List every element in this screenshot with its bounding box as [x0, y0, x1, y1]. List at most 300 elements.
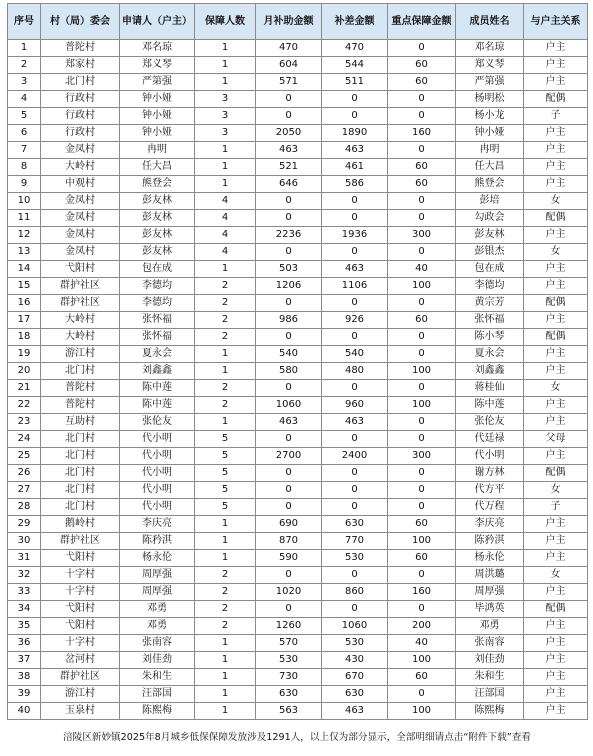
cell-monthly-amount: 0 [256, 91, 322, 108]
cell-key-amount: 0 [388, 295, 456, 312]
cell-diff-amount: 770 [322, 533, 388, 550]
table-row [8, 278, 588, 295]
cell-village: 十字村 [41, 635, 120, 652]
cell-monthly-amount: 690 [256, 516, 322, 533]
table-row [8, 176, 588, 193]
cell-applicant: 李德均 [120, 295, 195, 312]
cell-member: 蒋桂仙 [456, 380, 524, 397]
cell-index: 17 [8, 312, 41, 329]
cell-member: 代万程 [456, 499, 524, 516]
cell-diff-amount: 1106 [322, 278, 388, 295]
cell-key-amount: 100 [388, 652, 456, 669]
cell-key-amount: 300 [388, 448, 456, 465]
cell-key-amount: 0 [388, 431, 456, 448]
cell-diff-amount: 0 [322, 329, 388, 346]
cell-applicant: 彭友林 [120, 244, 195, 261]
cell-monthly-amount: 530 [256, 652, 322, 669]
cell-diff-amount: 530 [322, 550, 388, 567]
cell-applicant: 代小明 [120, 431, 195, 448]
cell-applicant: 钟小娅 [120, 125, 195, 142]
table-row [8, 499, 588, 516]
cell-member: 刘佳劲 [456, 652, 524, 669]
cell-diff-amount: 463 [322, 261, 388, 278]
table-row [8, 244, 588, 261]
cell-persons: 3 [195, 91, 256, 108]
cell-relation: 户主 [524, 125, 588, 142]
cell-applicant: 张怀福 [120, 329, 195, 346]
cell-village: 金凤村 [41, 193, 120, 210]
cell-member: 邓勇 [456, 618, 524, 635]
cell-monthly-amount: 571 [256, 74, 322, 91]
cell-diff-amount: 0 [322, 295, 388, 312]
col-header-member: 成员姓名 [456, 4, 524, 40]
cell-key-amount: 60 [388, 516, 456, 533]
cell-diff-amount: 1060 [322, 618, 388, 635]
cell-index: 8 [8, 159, 41, 176]
cell-member: 朱和生 [456, 669, 524, 686]
cell-index: 28 [8, 499, 41, 516]
cell-index: 20 [8, 363, 41, 380]
cell-persons: 1 [195, 159, 256, 176]
cell-persons: 5 [195, 465, 256, 482]
cell-member: 代小明 [456, 448, 524, 465]
cell-monthly-amount: 1060 [256, 397, 322, 414]
table-row [8, 465, 588, 482]
cell-member: 毕鸿英 [456, 601, 524, 618]
cell-applicant: 朱和生 [120, 669, 195, 686]
cell-relation: 户主 [524, 635, 588, 652]
cell-diff-amount: 480 [322, 363, 388, 380]
cell-relation: 女 [524, 482, 588, 499]
col-header-index: 序号 [8, 4, 41, 40]
cell-village: 群护社区 [41, 278, 120, 295]
cell-persons: 5 [195, 499, 256, 516]
cell-monthly-amount: 470 [256, 40, 322, 57]
cell-relation: 户主 [524, 142, 588, 159]
cell-diff-amount: 0 [322, 482, 388, 499]
cell-applicant: 钟小娅 [120, 91, 195, 108]
cell-persons: 2 [195, 380, 256, 397]
cell-village: 群护社区 [41, 295, 120, 312]
cell-index: 22 [8, 397, 41, 414]
cell-village: 北门村 [41, 499, 120, 516]
cell-persons: 1 [195, 261, 256, 278]
cell-persons: 2 [195, 601, 256, 618]
cell-index: 10 [8, 193, 41, 210]
cell-relation: 配偶 [524, 91, 588, 108]
cell-index: 40 [8, 703, 41, 720]
cell-persons: 2 [195, 278, 256, 295]
cell-persons: 1 [195, 414, 256, 431]
cell-key-amount: 0 [388, 414, 456, 431]
cell-village: 金凤村 [41, 227, 120, 244]
cell-relation: 户主 [524, 227, 588, 244]
cell-monthly-amount: 590 [256, 550, 322, 567]
table-row [8, 397, 588, 414]
cell-village: 岔河村 [41, 652, 120, 669]
table-row [8, 108, 588, 125]
table-row [8, 125, 588, 142]
cell-index: 1 [8, 40, 41, 57]
cell-applicant: 陈矜淇 [120, 533, 195, 550]
cell-applicant: 李庆亮 [120, 516, 195, 533]
cell-diff-amount: 0 [322, 210, 388, 227]
cell-index: 29 [8, 516, 41, 533]
table-row [8, 312, 588, 329]
cell-index: 9 [8, 176, 41, 193]
cell-diff-amount: 540 [322, 346, 388, 363]
cell-applicant: 彭友林 [120, 193, 195, 210]
cell-monthly-amount: 0 [256, 482, 322, 499]
cell-member: 陈小琴 [456, 329, 524, 346]
cell-index: 27 [8, 482, 41, 499]
cell-monthly-amount: 563 [256, 703, 322, 720]
cell-index: 30 [8, 533, 41, 550]
cell-member: 陈中莲 [456, 397, 524, 414]
table-row [8, 159, 588, 176]
cell-member: 郑义琴 [456, 57, 524, 74]
table-row [8, 550, 588, 567]
cell-village: 游江村 [41, 346, 120, 363]
table-row [8, 669, 588, 686]
cell-persons: 1 [195, 635, 256, 652]
cell-monthly-amount: 503 [256, 261, 322, 278]
table-row [8, 91, 588, 108]
table-row [8, 567, 588, 584]
cell-key-amount: 0 [388, 193, 456, 210]
cell-member: 彭友林 [456, 227, 524, 244]
table-row [8, 380, 588, 397]
footer-note: 涪陵区新妙镇2025年8月城乡低保保障发放涉及1291人，以上仅为部分显示，全部明细请点击“附件下载”查看 [63, 732, 531, 743]
cell-village: 郑家村 [41, 57, 120, 74]
cell-monthly-amount: 2700 [256, 448, 322, 465]
cell-diff-amount: 544 [322, 57, 388, 74]
cell-member: 邓名琼 [456, 40, 524, 57]
cell-monthly-amount: 604 [256, 57, 322, 74]
cell-persons: 1 [195, 516, 256, 533]
cell-member: 代廷禄 [456, 431, 524, 448]
cell-monthly-amount: 540 [256, 346, 322, 363]
cell-applicant: 张伦友 [120, 414, 195, 431]
cell-village: 北门村 [41, 363, 120, 380]
cell-member: 冉明 [456, 142, 524, 159]
cell-key-amount: 0 [388, 244, 456, 261]
cell-diff-amount: 463 [322, 414, 388, 431]
cell-persons: 1 [195, 550, 256, 567]
cell-village: 北门村 [41, 74, 120, 91]
cell-key-amount: 0 [388, 686, 456, 703]
cell-member: 杨永伦 [456, 550, 524, 567]
cell-monthly-amount: 0 [256, 244, 322, 261]
cell-member: 张南容 [456, 635, 524, 652]
cell-monthly-amount: 1206 [256, 278, 322, 295]
cell-index: 38 [8, 669, 41, 686]
cell-index: 33 [8, 584, 41, 601]
cell-key-amount: 100 [388, 397, 456, 414]
cell-applicant: 代小明 [120, 482, 195, 499]
cell-relation: 户主 [524, 40, 588, 57]
table-row [8, 533, 588, 550]
cell-diff-amount: 461 [322, 159, 388, 176]
cell-index: 19 [8, 346, 41, 363]
cell-index: 3 [8, 74, 41, 91]
cell-monthly-amount: 0 [256, 499, 322, 516]
cell-relation: 配偶 [524, 465, 588, 482]
cell-monthly-amount: 0 [256, 108, 322, 125]
cell-monthly-amount: 2236 [256, 227, 322, 244]
cell-monthly-amount: 521 [256, 159, 322, 176]
cell-village: 中观村 [41, 176, 120, 193]
cell-monthly-amount: 2050 [256, 125, 322, 142]
cell-key-amount: 0 [388, 91, 456, 108]
cell-applicant: 邓名琼 [120, 40, 195, 57]
cell-diff-amount: 530 [322, 635, 388, 652]
cell-persons: 1 [195, 57, 256, 74]
table-row [8, 703, 588, 720]
cell-relation: 配偶 [524, 601, 588, 618]
cell-index: 37 [8, 652, 41, 669]
cell-village: 北门村 [41, 431, 120, 448]
relief-table [7, 3, 588, 720]
cell-relation: 户主 [524, 686, 588, 703]
cell-monthly-amount: 0 [256, 210, 322, 227]
cell-index: 5 [8, 108, 41, 125]
cell-relation: 户主 [524, 74, 588, 91]
cell-key-amount: 100 [388, 278, 456, 295]
cell-village: 北门村 [41, 482, 120, 499]
table-row [8, 652, 588, 669]
cell-key-amount: 0 [388, 465, 456, 482]
cell-village: 弋阳村 [41, 618, 120, 635]
cell-applicant: 邓勇 [120, 601, 195, 618]
table-row [8, 261, 588, 278]
table-row [8, 40, 588, 57]
cell-key-amount: 0 [388, 108, 456, 125]
cell-diff-amount: 630 [322, 516, 388, 533]
cell-relation: 户主 [524, 176, 588, 193]
cell-index: 34 [8, 601, 41, 618]
cell-key-amount: 100 [388, 363, 456, 380]
cell-diff-amount: 0 [322, 465, 388, 482]
cell-persons: 1 [195, 40, 256, 57]
cell-monthly-amount: 1260 [256, 618, 322, 635]
cell-persons: 1 [195, 686, 256, 703]
cell-village: 普陀村 [41, 397, 120, 414]
cell-index: 26 [8, 465, 41, 482]
cell-applicant: 钟小娅 [120, 108, 195, 125]
cell-relation: 户主 [524, 703, 588, 720]
cell-village: 大岭村 [41, 329, 120, 346]
cell-relation: 户主 [524, 448, 588, 465]
cell-monthly-amount: 463 [256, 414, 322, 431]
cell-monthly-amount: 0 [256, 380, 322, 397]
cell-village: 玉泉村 [41, 703, 120, 720]
cell-applicant: 张南容 [120, 635, 195, 652]
cell-monthly-amount: 0 [256, 431, 322, 448]
table-row [8, 516, 588, 533]
cell-relation: 女 [524, 193, 588, 210]
cell-relation: 女 [524, 567, 588, 584]
table-row [8, 635, 588, 652]
cell-relation: 户主 [524, 652, 588, 669]
cell-diff-amount: 463 [322, 703, 388, 720]
table-row [8, 193, 588, 210]
cell-monthly-amount: 580 [256, 363, 322, 380]
cell-member: 陈熙梅 [456, 703, 524, 720]
cell-applicant: 熊登会 [120, 176, 195, 193]
cell-persons: 4 [195, 244, 256, 261]
cell-diff-amount: 1890 [322, 125, 388, 142]
cell-relation: 户主 [524, 312, 588, 329]
table-row [8, 584, 588, 601]
cell-applicant: 代小明 [120, 499, 195, 516]
cell-key-amount: 100 [388, 533, 456, 550]
cell-village: 行政村 [41, 125, 120, 142]
col-header-village: 村（局）委会 [41, 4, 120, 40]
cell-key-amount: 60 [388, 669, 456, 686]
cell-index: 32 [8, 567, 41, 584]
table-row [8, 227, 588, 244]
cell-persons: 2 [195, 312, 256, 329]
cell-persons: 1 [195, 346, 256, 363]
cell-applicant: 郑义琴 [120, 57, 195, 74]
cell-index: 15 [8, 278, 41, 295]
cell-key-amount: 100 [388, 703, 456, 720]
cell-diff-amount: 586 [322, 176, 388, 193]
cell-member: 任大昌 [456, 159, 524, 176]
cell-monthly-amount: 0 [256, 567, 322, 584]
cell-village: 行政村 [41, 91, 120, 108]
table-row [8, 448, 588, 465]
cell-applicant: 冉明 [120, 142, 195, 159]
cell-member: 包在成 [456, 261, 524, 278]
cell-relation: 女 [524, 244, 588, 261]
cell-member: 陈矜淇 [456, 533, 524, 550]
cell-diff-amount: 2400 [322, 448, 388, 465]
cell-diff-amount: 630 [322, 686, 388, 703]
cell-diff-amount: 0 [322, 244, 388, 261]
table-row [8, 346, 588, 363]
cell-village: 金凤村 [41, 142, 120, 159]
cell-index: 25 [8, 448, 41, 465]
cell-relation: 户主 [524, 550, 588, 567]
cell-monthly-amount: 570 [256, 635, 322, 652]
cell-diff-amount: 0 [322, 193, 388, 210]
cell-key-amount: 200 [388, 618, 456, 635]
cell-relation: 配偶 [524, 329, 588, 346]
cell-index: 35 [8, 618, 41, 635]
cell-persons: 4 [195, 193, 256, 210]
cell-persons: 5 [195, 482, 256, 499]
cell-persons: 4 [195, 210, 256, 227]
cell-relation: 户主 [524, 414, 588, 431]
cell-monthly-amount: 0 [256, 193, 322, 210]
cell-key-amount: 0 [388, 346, 456, 363]
cell-village: 金凤村 [41, 210, 120, 227]
cell-applicant: 任大昌 [120, 159, 195, 176]
cell-diff-amount: 470 [322, 40, 388, 57]
cell-persons: 3 [195, 125, 256, 142]
cell-relation: 户主 [524, 346, 588, 363]
cell-applicant: 彭友林 [120, 210, 195, 227]
cell-diff-amount: 926 [322, 312, 388, 329]
cell-diff-amount: 0 [322, 567, 388, 584]
cell-persons: 1 [195, 652, 256, 669]
cell-member: 严第强 [456, 74, 524, 91]
cell-key-amount: 0 [388, 567, 456, 584]
cell-key-amount: 0 [388, 482, 456, 499]
cell-diff-amount: 1936 [322, 227, 388, 244]
cell-key-amount: 160 [388, 125, 456, 142]
cell-member: 谢方林 [456, 465, 524, 482]
cell-key-amount: 0 [388, 40, 456, 57]
cell-key-amount: 160 [388, 584, 456, 601]
cell-monthly-amount: 0 [256, 295, 322, 312]
cell-applicant: 周厚强 [120, 567, 195, 584]
cell-persons: 1 [195, 142, 256, 159]
cell-diff-amount: 960 [322, 397, 388, 414]
cell-monthly-amount: 0 [256, 601, 322, 618]
col-header-diff-amount: 补差金额 [322, 4, 388, 40]
cell-index: 18 [8, 329, 41, 346]
cell-persons: 1 [195, 703, 256, 720]
cell-key-amount: 60 [388, 74, 456, 91]
cell-monthly-amount: 630 [256, 686, 322, 703]
cell-persons: 1 [195, 363, 256, 380]
cell-member: 刘鑫鑫 [456, 363, 524, 380]
cell-member: 彭银杰 [456, 244, 524, 261]
cell-member: 杨小龙 [456, 108, 524, 125]
cell-relation: 户主 [524, 584, 588, 601]
cell-persons: 2 [195, 295, 256, 312]
cell-index: 14 [8, 261, 41, 278]
cell-key-amount: 300 [388, 227, 456, 244]
table-row [8, 686, 588, 703]
cell-relation: 户主 [524, 278, 588, 295]
cell-relation: 配偶 [524, 210, 588, 227]
cell-index: 12 [8, 227, 41, 244]
cell-persons: 1 [195, 533, 256, 550]
cell-relation: 户主 [524, 516, 588, 533]
cell-village: 鹅岭村 [41, 516, 120, 533]
cell-applicant: 陈熙梅 [120, 703, 195, 720]
cell-index: 13 [8, 244, 41, 261]
cell-key-amount: 0 [388, 142, 456, 159]
cell-key-amount: 0 [388, 601, 456, 618]
cell-applicant: 刘鑫鑫 [120, 363, 195, 380]
cell-key-amount: 0 [388, 499, 456, 516]
table-row [8, 74, 588, 91]
cell-relation: 配偶 [524, 295, 588, 312]
cell-persons: 5 [195, 431, 256, 448]
cell-applicant: 严第强 [120, 74, 195, 91]
cell-diff-amount: 860 [322, 584, 388, 601]
cell-relation: 户主 [524, 363, 588, 380]
cell-index: 16 [8, 295, 41, 312]
cell-index: 4 [8, 91, 41, 108]
cell-member: 彭培 [456, 193, 524, 210]
col-header-persons: 保障人数 [195, 4, 256, 40]
cell-key-amount: 60 [388, 312, 456, 329]
table-row [8, 57, 588, 74]
cell-relation: 户主 [524, 669, 588, 686]
cell-persons: 2 [195, 329, 256, 346]
cell-village: 普陀村 [41, 380, 120, 397]
cell-diff-amount: 511 [322, 74, 388, 91]
cell-member: 代方平 [456, 482, 524, 499]
cell-member: 张怀福 [456, 312, 524, 329]
cell-relation: 户主 [524, 397, 588, 414]
